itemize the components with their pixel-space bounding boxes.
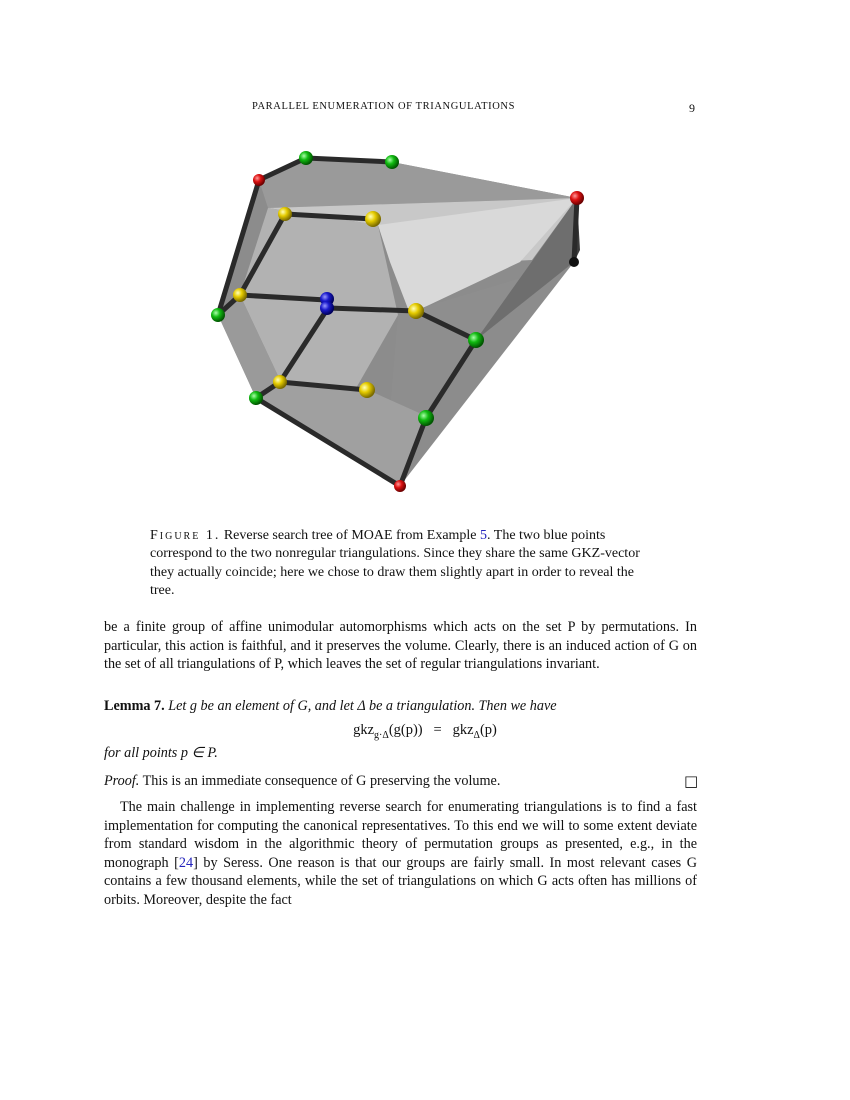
- yellow-vertex: [273, 375, 287, 389]
- equation-equals: =: [433, 722, 442, 738]
- proof-label: Proof.: [104, 773, 140, 789]
- green-vertex: [299, 151, 313, 165]
- polytope-faces: [218, 158, 580, 486]
- equation-rhs-sub: Δ: [473, 729, 480, 741]
- reverse-search-tree-figure: [200, 140, 600, 500]
- lemma-statement: Let g be an element of G, and let Δ be a triangulation. Then we have: [168, 698, 557, 714]
- green-vertex: [468, 332, 484, 348]
- yellow-vertex: [233, 288, 247, 302]
- proof-text: This is an immediate consequence of G preserving the volume.: [142, 773, 501, 789]
- equation-rhs-fn: gkz: [452, 722, 474, 738]
- green-vertex: [418, 410, 434, 426]
- page-header: [0, 101, 850, 117]
- green-vertex: [249, 391, 263, 405]
- paragraph-group-action: be a finite group of affine unimodular automorphisms which acts on the set P by permutations. In particular, this action is faithful, and it preserves the volume. Clearly, there is an induced action of G on the set of all triangulations of P, which leaves the set of regular triangulations invariant.: [104, 619, 697, 672]
- red-vertex: [394, 480, 406, 492]
- paragraph-text: The main challenge in implementing reverse search for enumerating triangulations is to find a fast implementation for computing the canonical representatives. To this end we will to some extent deviate from standard wisdom in the algorithmic theory of permutation groups as presented, e.g., in the monograph [: [104, 799, 697, 871]
- caption-text-continued: . The two blue points correspond to the two nonregular triangulations. Since they share the same GKZ-vector they actually coincide; here we chose to draw them slightly apart in order to reveal the tree.: [150, 528, 640, 598]
- edge: [574, 198, 577, 262]
- edge: [328, 308, 416, 311]
- equation-lhs-arg: (g(p)): [388, 722, 423, 738]
- caption-label: Figure 1.: [150, 528, 221, 543]
- qed-symbol: □: [684, 772, 699, 790]
- equation-lhs-fn: gkz: [353, 722, 375, 738]
- yellow-vertex: [278, 207, 292, 221]
- lemma-label: Lemma 7.: [104, 698, 165, 714]
- red-vertex: [570, 191, 584, 205]
- page-number: 9: [689, 101, 695, 115]
- running-title: PARALLEL ENUMERATION OF TRIANGULATIONS: [252, 101, 516, 112]
- red-vertex: [253, 174, 265, 186]
- black-vertex: [569, 257, 579, 267]
- blue-vertex: [320, 301, 334, 315]
- caption-text: Reverse search tree of MOAE from Example: [223, 528, 477, 543]
- paragraph-main-challenge: [104, 798, 697, 909]
- lemma-7: [104, 697, 697, 716]
- example-reference-link[interactable]: 5: [480, 528, 488, 543]
- equation-rhs-arg: (p): [479, 722, 497, 738]
- yellow-vertex: [365, 211, 381, 227]
- paragraph-text-continued: ] by Seress. One reason is that our groups are fairly small. In most relevant cases G contains a few thousand elements, while the set of triangulations on which G acts often has millions of orbits. Moreover, despite the fact: [104, 854, 697, 908]
- yellow-vertex: [408, 303, 424, 319]
- lemma-equation: [0, 722, 850, 741]
- yellow-vertex: [359, 382, 375, 398]
- green-vertex: [385, 155, 399, 169]
- proof: [104, 772, 697, 791]
- citation-link[interactable]: 24: [178, 854, 194, 871]
- figure-caption: [150, 527, 656, 600]
- equation-lhs-sub: g·Δ: [374, 729, 389, 741]
- green-vertex: [211, 308, 225, 322]
- lemma-for-all: for all points p ∈ P.: [104, 745, 218, 761]
